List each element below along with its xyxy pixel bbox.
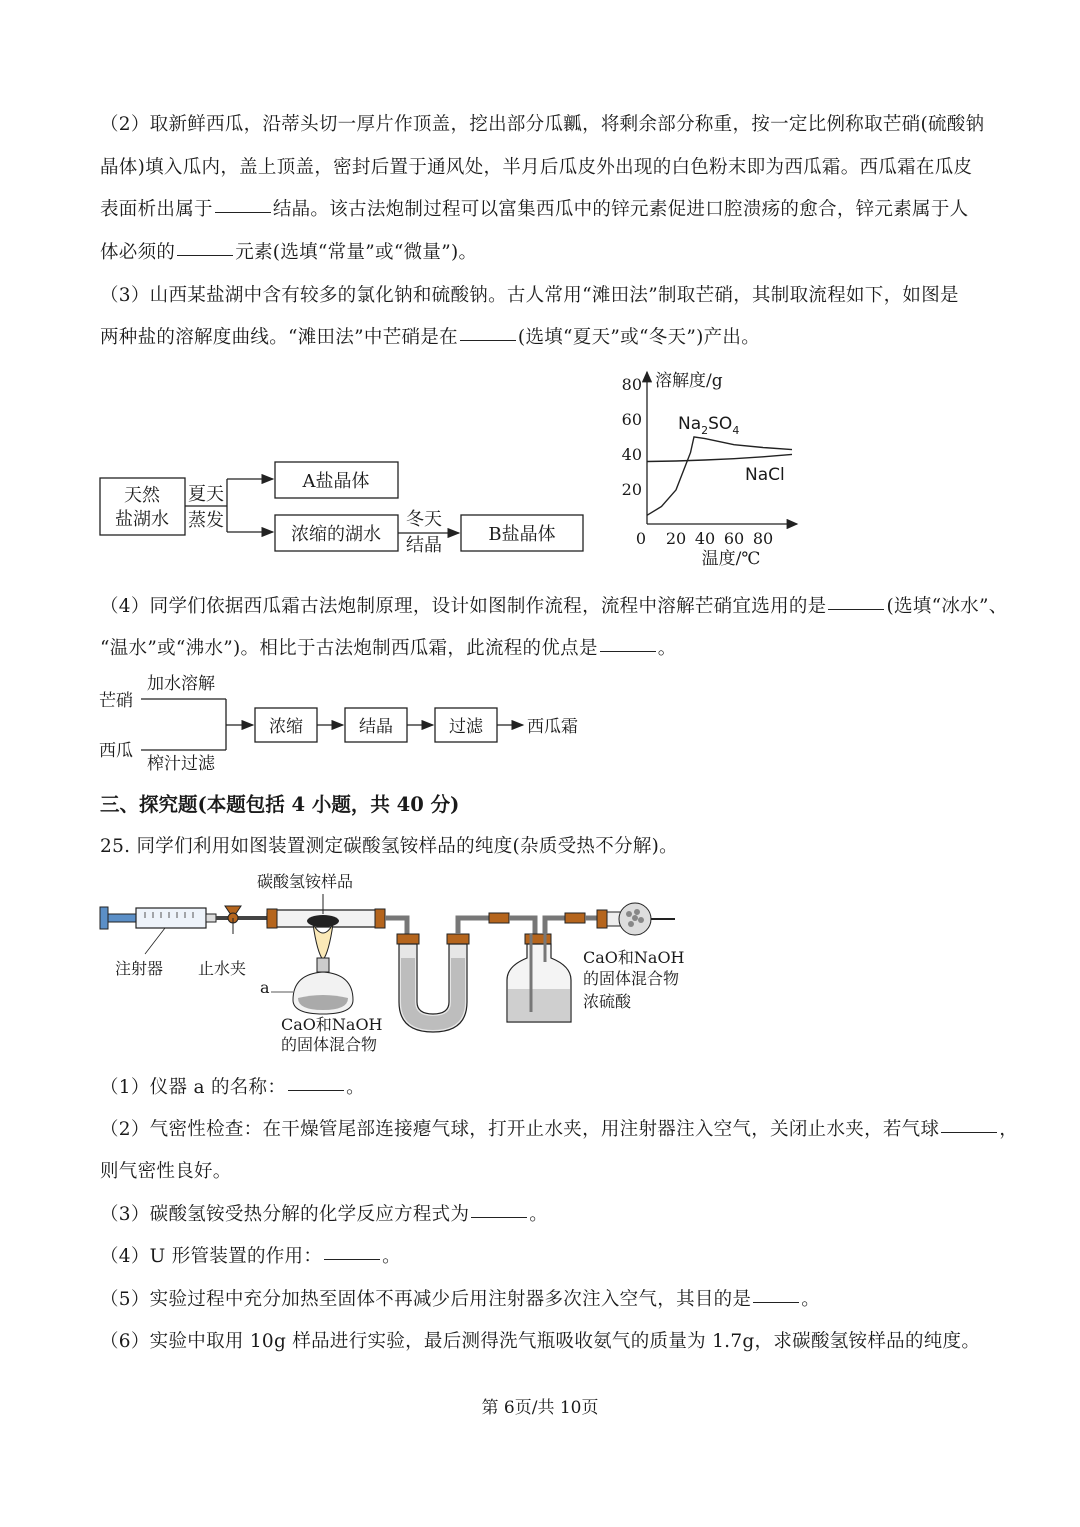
q25-sub1-b: 。 (346, 1077, 365, 1098)
q25-sub5-a: （5）实验过程中充分加热至固体不再减少后用注射器多次注入空气，其目的是 (100, 1289, 752, 1310)
answer-blank[interactable] (324, 1258, 380, 1260)
q25-sub4-a: （4）U 形管装置的作用： (100, 1246, 323, 1267)
q25-sub3 (100, 1200, 548, 1226)
legend-na2so4-main: Na (678, 414, 702, 434)
q25-sub2 (100, 1115, 1018, 1141)
q25-sub1-a: （1）仪器 a 的名称： (100, 1077, 287, 1098)
sample-solid (307, 915, 339, 927)
q24-p3-line2-a: 两种盐的溶解度曲线。“滩田法”中芒硝是在 (100, 327, 458, 348)
q24-p2-line4-b: 元素(选填“常量”或“微量”)。 (235, 242, 478, 263)
alcohol-lamp (293, 924, 353, 1014)
a-salt-crystal-label: A盐晶体 (302, 471, 370, 492)
answer-blank[interactable] (600, 650, 656, 652)
q25-sub4 (100, 1242, 401, 1268)
q24-p2-line3-a: 表面析出属于 (100, 199, 213, 220)
flow-diagram-xiguashuang (95, 668, 595, 778)
answer-blank[interactable] (288, 1089, 344, 1091)
x-tick-label: 60 (723, 529, 745, 548)
flow-diagram-tiantian (95, 455, 595, 565)
q25-intro: 25. 同学们利用如图装置测定碳酸氢铵样品的纯度(杂质受热不分解)。 (100, 836, 678, 857)
q24-p2-line3-b: 结晶。该古法炮制过程可以富集西瓜中的锌元素促进口腔溃疡的愈合，锌元素属于人 (272, 199, 969, 220)
mangxiao-label: 芒硝 (99, 691, 133, 711)
q25-sub3-b: 。 (529, 1204, 549, 1225)
legend-na2so4-sub2: 4 (732, 424, 740, 437)
evaporate-label: 蒸发 (188, 510, 224, 531)
crystallize-label: 结晶 (406, 535, 442, 556)
q25-sub2-cont: 则气密性良好。 (100, 1161, 232, 1182)
q24-p2-line4 (100, 238, 477, 264)
answer-blank[interactable] (828, 608, 884, 610)
answer-blank[interactable] (941, 1131, 997, 1133)
watermelon-label: 西瓜 (99, 741, 133, 761)
syringe (100, 907, 216, 929)
concentrated-lake-water-label: 浓缩的湖水 (291, 524, 381, 545)
x-tick-label: 40 (694, 529, 716, 548)
juice-filter-label: 榨汁过滤 (147, 754, 215, 774)
answer-blank[interactable] (460, 339, 516, 341)
wash-bottle (507, 934, 571, 1022)
q24-p4-line1-a: （4）同学们依据西瓜霜古法炮制原理，设计如图制作流程，流程中溶解芒硝宜选用的是 (100, 596, 827, 617)
q24-p2-line1: （2）取新鲜西瓜，沿蒂头切一厚片作顶盖，挖出部分瓜瓤，将剩余部分称重，按一定比例称取芒硝(硫酸钠 (100, 114, 985, 135)
product-label: 西瓜霜 (527, 717, 578, 737)
q24-p4-line1-b: (选填“冰水”、 (886, 596, 1008, 617)
acid-label: 浓硫酸 (583, 992, 632, 1011)
q24-p4-line1 (100, 592, 1008, 618)
answer-blank[interactable] (471, 1216, 527, 1218)
q25-sub2-a: （2）气密性检查：在干燥管尾部连接瘪气球，打开止水夹，用注射器注入空气，关闭止水夹，若气球 (100, 1119, 940, 1140)
y-tick-label: 40 (621, 445, 642, 464)
series-line-nacl (647, 454, 792, 461)
filter-label: 过滤 (449, 717, 483, 737)
q24-p3-line2 (100, 323, 760, 349)
b-salt-crystal-label: B盐晶体 (488, 524, 556, 545)
q25-sub3-a: （3）碳酸氢铵受热分解的化学反应方程式为 (100, 1204, 470, 1225)
answer-blank[interactable] (177, 254, 233, 256)
concentrate-label: 浓缩 (269, 717, 303, 737)
x-tick-label: 80 (752, 529, 774, 548)
solubility-chart (615, 362, 815, 572)
summer-label: 夏天 (188, 484, 224, 505)
clamp-label: 止水夹 (198, 959, 247, 978)
right-mixture-label-2: 的固体混合物 (583, 969, 680, 988)
natural-lake-water-label-2: 盐湖水 (115, 509, 169, 530)
legend-nacl: NaCl (745, 465, 785, 485)
add-water-dissolve-label: 加水溶解 (147, 674, 215, 694)
syringe-label: 注射器 (115, 959, 164, 978)
u-tube (397, 934, 469, 1032)
apparatus-diagram (95, 862, 715, 1062)
x-tick-label: 20 (665, 529, 687, 548)
y-tick-label: 20 (621, 480, 642, 499)
y-tick-label: 80 (621, 375, 642, 394)
q24-p3-line2-b: (选填“夏天”或“冬天”)产出。 (517, 327, 760, 348)
x-tick-label: 0 (635, 529, 647, 548)
right-mixture-label-1: CaO和NaOH (583, 948, 685, 967)
q24-p4-line2-a: “温水”或“沸水”)。相比于古法炮制西瓜霜，此流程的优点是 (100, 638, 598, 659)
q25-sub2-b: ， (999, 1119, 1019, 1140)
q24-p2-line3 (100, 195, 968, 221)
q24-p4-line2-b: 。 (657, 638, 677, 659)
sample-label: 碳酸氢铵样品 (257, 872, 354, 891)
legend-na2so4 (678, 414, 739, 437)
q25-sub5-b: 。 (801, 1289, 821, 1310)
answer-blank[interactable] (215, 211, 271, 213)
crystallize-step-label: 结晶 (359, 717, 393, 737)
q25-sub5 (100, 1285, 820, 1311)
y-axis-label: 溶解度/g (655, 371, 723, 391)
page-footer: 第 6页/共 10页 (481, 1398, 599, 1418)
winter-label: 冬天 (406, 509, 442, 530)
q25-sub4-b: 。 (382, 1246, 401, 1267)
legend-na2so4-mid: SO (708, 414, 733, 434)
left-mixture-label-1: CaO和NaOH (281, 1015, 383, 1034)
left-mixture-label-2: 的固体混合物 (281, 1035, 378, 1054)
q24-p2-line4-a: 体必须的 (100, 242, 176, 263)
natural-lake-water-label-1: 天然 (124, 485, 160, 506)
x-axis-label: 温度/℃ (701, 549, 761, 569)
q24-p3-line1: （3）山西某盐湖中含有较多的氯化钠和硫酸钠。古人常用“滩田法”制取芒硝，其制取流程如下，如图是 (100, 285, 959, 306)
y-tick-label: 60 (621, 410, 642, 429)
instrument-a-label: a (260, 978, 270, 997)
drying-tube (597, 903, 675, 935)
legend-na2so4-sub1: 2 (701, 424, 709, 437)
q25-sub6: （6）实验中取用 10g 样品进行实验，最后测得洗气瓶吸收氨气的质量为 1.7g，求碳酸氢铵样品的纯度。 (100, 1331, 981, 1352)
answer-blank[interactable] (753, 1301, 799, 1303)
section-heading: 三、探究题(本题包括 4 小题，共 40 分) (100, 793, 460, 816)
q25-sub1 (100, 1073, 365, 1099)
q24-p2-line2: 晶体)填入瓜内，盖上顶盖，密封后置于通风处，半月后瓜皮外出现的白色粉末即为西瓜霜。西瓜霜在瓜皮 (100, 157, 973, 178)
q24-p4-line2 (100, 634, 677, 660)
